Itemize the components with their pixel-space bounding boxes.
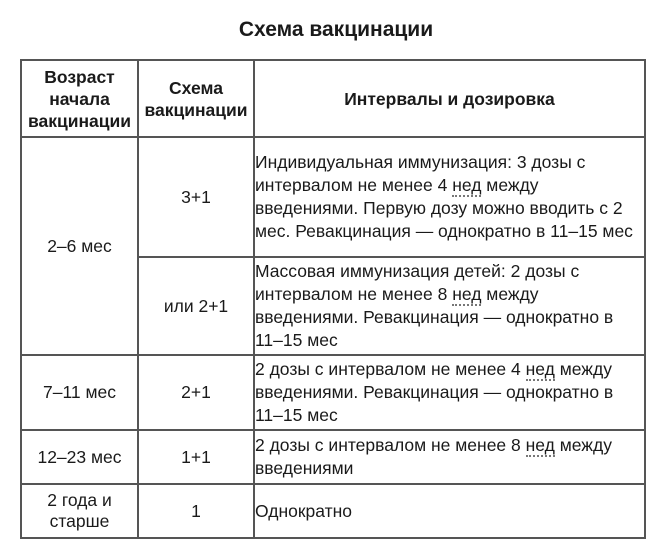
interval-text: между введениями. Первую дозу можно вводить с 2 мес. Ревакцинация — однократно в 11–15 мес	[255, 175, 633, 241]
unit-abbrev: нед	[525, 435, 555, 455]
table-row	[21, 484, 645, 538]
table-row	[21, 137, 645, 257]
table-row	[21, 430, 645, 484]
interval-text: между введениями. Ревакцинация — однократно в 11–15 мес	[255, 284, 614, 350]
age-cell: 7–11 мес	[21, 355, 138, 430]
header-schema-line-2: вакцинации	[144, 99, 248, 120]
unit-abbrev: нед	[452, 175, 482, 195]
header-row	[21, 60, 645, 137]
age-cell	[21, 484, 138, 538]
interval-text: 2 дозы с интервалом не менее 8	[255, 435, 526, 455]
interval-cell: Однократно	[254, 484, 645, 538]
header-age-line-1: Возраст	[44, 66, 115, 87]
header-intervals: Интервалы и дозировка	[254, 60, 645, 137]
schema-cell: или 2+1	[138, 257, 254, 355]
page-title: Схема вакцинации	[238, 18, 434, 41]
header-age-line-2: начала	[49, 88, 110, 109]
interval-text: 2 дозы с интервалом не менее 4	[255, 359, 526, 379]
interval-cell	[254, 430, 645, 484]
interval-text: между введениями. Ревакцинация — однократно в 11–15 мес	[255, 359, 614, 425]
header-age-line-3: вакцинации	[27, 110, 132, 131]
header-schema-line-1: Схема	[169, 77, 223, 98]
interval-text: между введениями	[255, 435, 612, 478]
unit-abbrev: нед	[525, 359, 555, 379]
age-cell: 12–23 мес	[21, 430, 138, 484]
schema-cell: 3+1	[138, 137, 254, 257]
interval-cell	[254, 257, 645, 355]
age-cell: 2–6 мес	[21, 137, 138, 355]
unit-abbrev: нед	[452, 284, 482, 304]
schema-cell: 1	[138, 484, 254, 538]
interval-text: Массовая иммунизация детей: 2 дозы с интервалом не менее 8	[255, 261, 580, 304]
header-age	[21, 60, 138, 137]
table-row	[21, 355, 645, 430]
age-line-2: старше	[49, 511, 110, 531]
schema-cell: 2+1	[138, 355, 254, 430]
schema-cell: 1+1	[138, 430, 254, 484]
header-schema	[138, 60, 254, 137]
interval-cell	[254, 355, 645, 430]
age-line-1: 2 года и	[47, 490, 112, 510]
vaccination-table	[20, 59, 646, 539]
interval-text: Индивидуальная иммунизация: 3 дозы с интервалом не менее 4	[255, 152, 586, 195]
interval-cell	[254, 137, 645, 257]
